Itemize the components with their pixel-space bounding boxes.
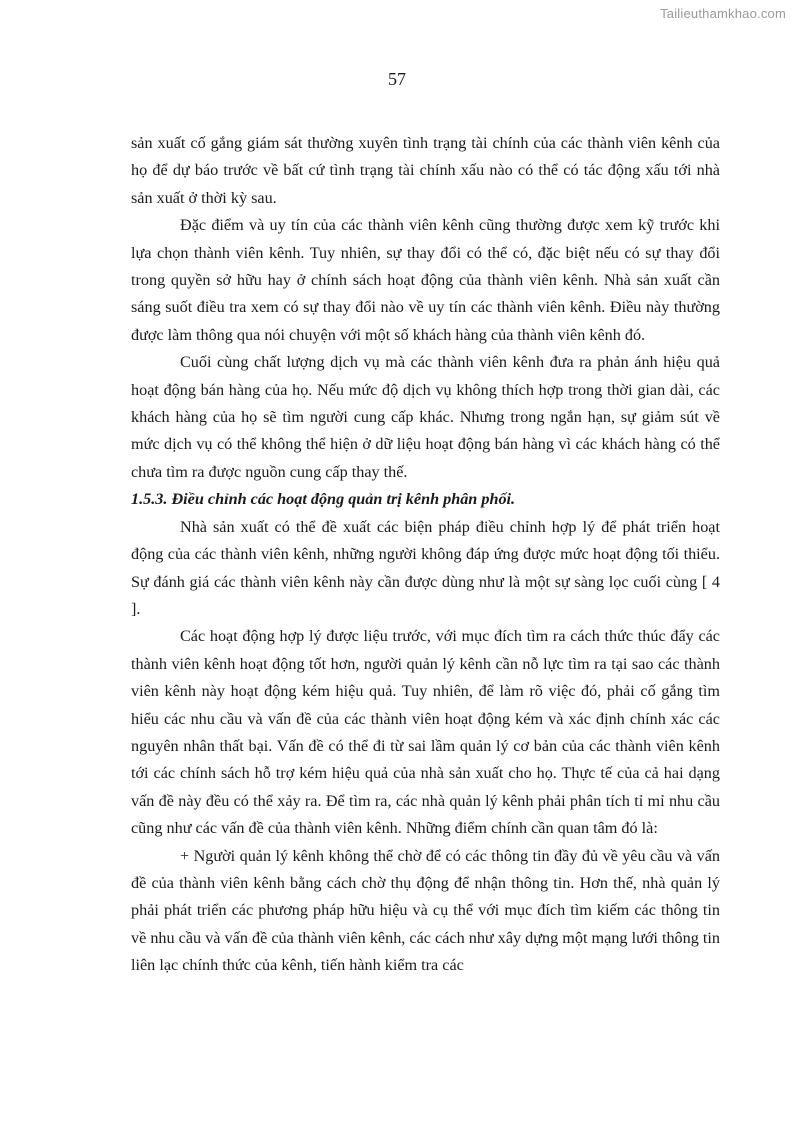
paragraph-1: sản xuất cố gắng giám sát thường xuyên tình trạng tài chính của các thành viên kênh của họ để dự báo trước về bất cứ tình trạng tài chính xấu nào có thể có tác động xấu tới nhà sản xuất ở thời kỳ sau.	[131, 134, 720, 207]
paragraph-5: Các hoạt động hợp lý được liệu trước, với mục đích tìm ra cách thức thúc đẩy các thành viên kênh hoạt động tốt hơn, người quản lý kênh cần nỗ lực tìm ra tại sao các thành viên kênh này hoạt động kém hiệu quả. Tuy nhiên, để làm rõ việc đó, phải cố gắng tìm hiểu các nhu cầu và vấn đề của các thành viên hoạt động kém và xác định chính xác các nguyên nhân thất bại. Vấn đề có thể đi từ sai lầm quản lý cơ bản của các thành viên kênh tới các chính sách hỗ trợ kém hiệu quả của nhà sản xuất cho họ. Thực tế của cả hai dạng vấn đề này đều có thể xảy ra. Để tìm ra, các nhà quản lý kênh phải phân tích tỉ mỉ nhu cầu cũng như các vấn đề của thành viên kênh. Những điểm chính cần quan tâm đó là:	[131, 627, 720, 838]
watermark-text: Tailieuthamkhao.com	[660, 6, 786, 21]
section-heading: 1.5.3. Điều chỉnh các hoạt động quản trị kênh phân phối.	[131, 490, 516, 509]
paragraph-4: Nhà sản xuất có thể đề xuất các biện pháp điều chỉnh hợp lý để phát triển hoạt động của các thành viên kênh, những người không đáp ứng được mức hoạt động tối thiểu. Sự đánh giá các thành viên kênh này cần được dùng như là một sự sàng lọc cuối cùng [ 4 ].	[131, 517, 720, 618]
document-body	[131, 130, 720, 980]
page-number: 57	[388, 69, 406, 89]
paragraph-6: + Người quản lý kênh không thể chờ để có các thông tin đầy đủ về yêu cầu và vấn đề của thành viên kênh bằng cách chờ thụ động để nhận thông tin. Hơn thế, nhà quản lý phải phát triển các phương pháp hữu hiệu và cụ thể với mục đích tìm kiếm các thông tin về nhu cầu và vấn đề của thành viên kênh, các cách như xây dựng một mạng lưới thông tin liên lạc chính thức của kênh, tiến hành kiểm tra các	[131, 846, 720, 975]
paragraph-3: Cuối cùng chất lượng dịch vụ mà các thành viên kênh đưa ra phản ánh hiệu quả hoạt động bán hàng của họ. Nếu mức độ dịch vụ không thích hợp trong thời gian dài, các khách hàng của họ sẽ tìm người cung cấp khác. Nhưng trong ngắn hạn, sự giảm sút về mức dịch vụ có thể không thể hiện ở dữ liệu hoạt động bán hàng vì các khách hàng có thể chưa tìm ra được nguồn cung cấp thay thế.	[131, 353, 720, 481]
paragraph-2: Đặc điểm và uy tín của các thành viên kênh cũng thường được xem kỹ trước khi lựa chọn thành viên kênh. Tuy nhiên, sự thay đổi có thể có, đặc biệt nếu có sự thay đổi trong quyền sở hữu hay ở chính sách hoạt động của thành viên kênh. Nhà sản xuất cần sáng suốt điều tra xem có sự thay đổi nào về uy tín các thành viên kênh. Điều này thường được làm thông qua nói chuyện với một số khách hàng của thành viên kênh đó.	[131, 216, 720, 344]
